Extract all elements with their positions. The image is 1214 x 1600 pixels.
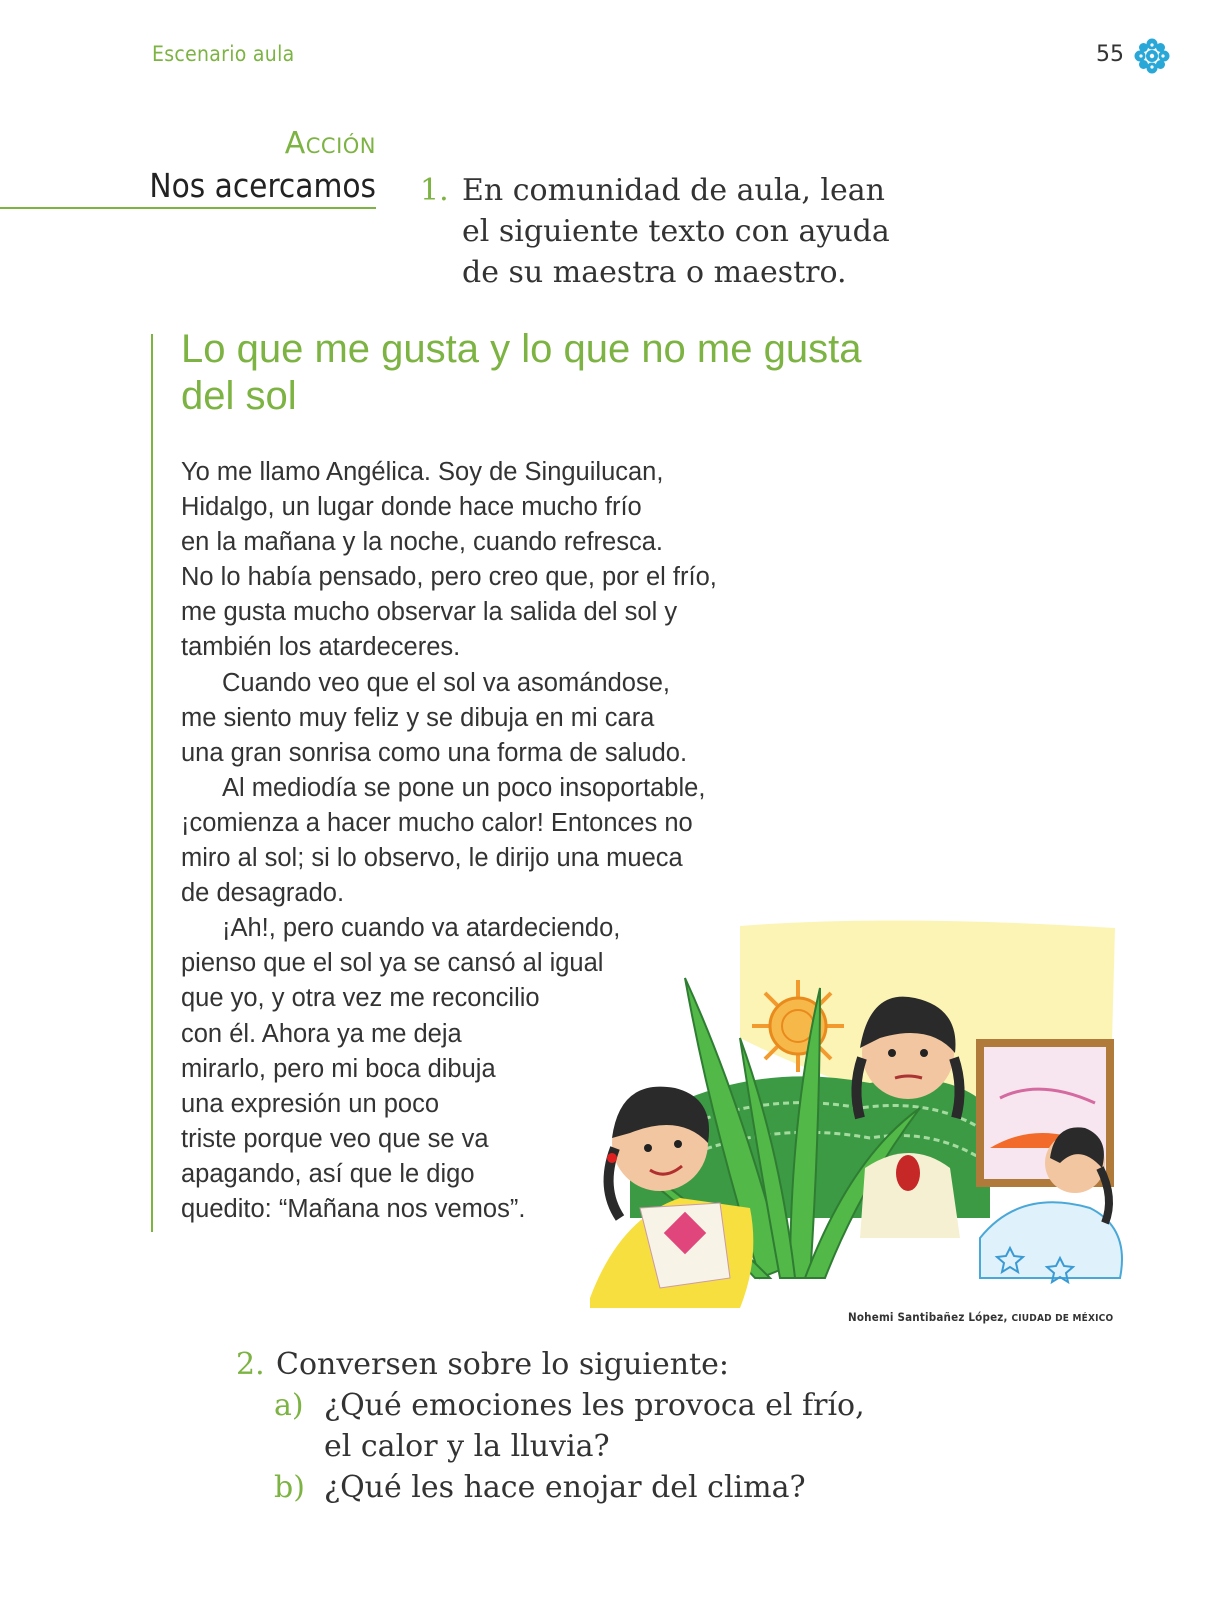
question-b-text: ¿Qué les hace enojar del clima? xyxy=(324,1470,806,1505)
reading-accent-bar xyxy=(151,334,153,1232)
reading-line: de desagrado. xyxy=(181,879,345,908)
credit-name: Nohemi Santibañez López, xyxy=(848,1310,1008,1324)
section-subtitle: Nos acercamos xyxy=(149,166,376,205)
reading-line: una gran sonrisa como una forma de saludo. xyxy=(181,738,688,767)
reading-line: con él. Ahora ya me deja xyxy=(181,1019,462,1048)
reading-line: quedito: “Mañana nos vemos”. xyxy=(181,1194,526,1223)
reading-line: triste porque veo que se va xyxy=(181,1124,489,1153)
reading-line: ¡Ah!, pero cuando va atardeciendo, xyxy=(222,914,621,943)
credit-place: CIUDAD DE MÉXICO xyxy=(1011,1313,1114,1324)
question-a xyxy=(274,1385,865,1467)
reading-line: Al mediodía se pone un poco insoportable, xyxy=(222,773,706,802)
reading-title: Lo que me gusta y lo que no me gusta del sol xyxy=(181,327,862,418)
reading-line: también los atardeceres. xyxy=(181,633,461,662)
question-b-letter: b) xyxy=(274,1470,305,1505)
reading-line: me gusta mucho observar la salida del sol y xyxy=(181,598,678,627)
illustration-credit xyxy=(848,1310,1113,1324)
children-and-sun-illustration xyxy=(590,918,1140,1308)
reading-line: me siento muy feliz y se dibuja en mi cara xyxy=(181,703,655,732)
reading-line: una expresión un poco xyxy=(181,1089,440,1118)
reading-line: Yo me llamo Angélica. Soy de Singuilucan, xyxy=(181,458,664,486)
reading-line: No lo había pensado, pero creo que, por el frío, xyxy=(181,563,717,592)
activity-2-number: 2. xyxy=(236,1347,265,1382)
activity-1-number: 1. xyxy=(420,173,449,208)
section-label: Acción xyxy=(284,126,376,161)
activity-2-lead: Conversen sobre lo siguiente: xyxy=(276,1347,729,1382)
reading-line: ¡comienza a hacer mucho calor! Entonces no xyxy=(181,808,693,837)
reading-line: apagando, así que le digo xyxy=(181,1159,475,1188)
reading-line: mirarlo, pero mi boca dibuja xyxy=(181,1054,496,1083)
activity-2 xyxy=(236,1344,865,1508)
section-rule xyxy=(0,207,376,209)
reading-line: pienso que el sol ya se cansó al igual xyxy=(181,949,604,978)
question-a-text: ¿Qué emociones les provoca el frío, el calor y la lluvia? xyxy=(324,1388,865,1464)
reading-line: en la mañana y la noche, cuando refresca. xyxy=(181,528,663,557)
running-head: Escenario aula xyxy=(152,42,295,66)
reading-line: miro al sol; si lo observo, le dirijo una mueca xyxy=(181,844,683,873)
reading-line: Hidalgo, un lugar donde hace mucho frío xyxy=(181,493,642,522)
program-logo-icon xyxy=(1132,36,1172,76)
activity-1-text: En comunidad de aula, lean el siguiente texto con ayuda de su maestra o maestro. xyxy=(462,173,890,290)
sun-icon xyxy=(752,980,844,1072)
reading-line: que yo, y otra vez me reconcilio xyxy=(181,984,540,1013)
page-number: 55 xyxy=(1096,42,1124,67)
reading-line: Cuando veo que el sol va asomándose, xyxy=(222,668,670,697)
question-b xyxy=(274,1467,865,1508)
question-a-letter: a) xyxy=(274,1388,304,1423)
activity-1 xyxy=(420,170,890,293)
